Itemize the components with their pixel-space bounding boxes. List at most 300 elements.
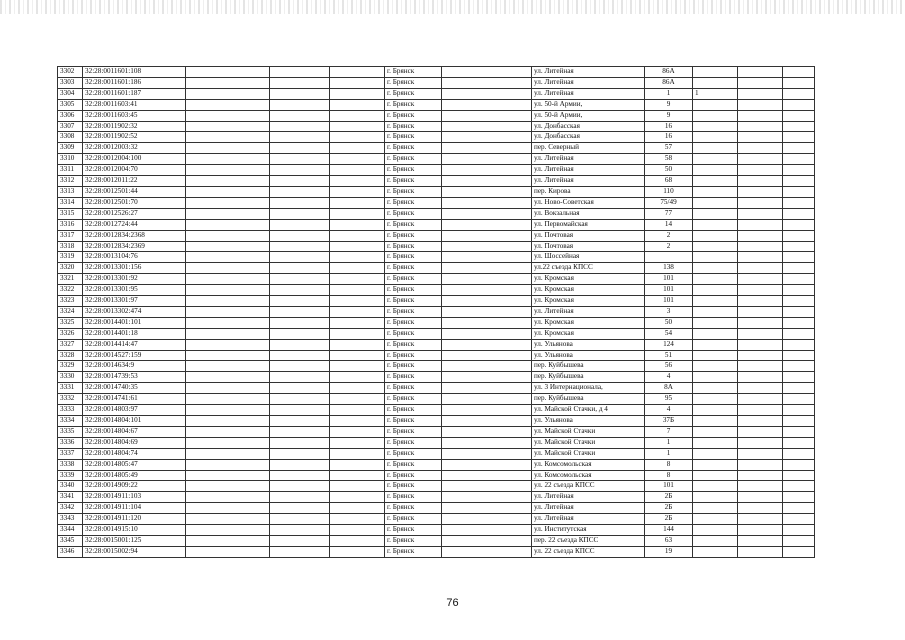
empty-cell	[186, 306, 270, 317]
empty-cell	[270, 186, 330, 197]
street-cell: ул. Майской Стачки	[532, 426, 645, 437]
empty-cell	[738, 208, 783, 219]
empty-cell	[442, 143, 532, 154]
building-number: 16	[645, 121, 693, 132]
row-number: 3309	[58, 143, 83, 154]
empty-cell	[330, 176, 385, 187]
city-cell: г. Брянск	[385, 383, 442, 394]
empty-cell	[186, 263, 270, 274]
empty-cell	[330, 416, 385, 427]
note-cell: 1	[693, 88, 738, 99]
cadastral-number: 32:28:0012834:2368	[83, 230, 186, 241]
table-row	[58, 394, 815, 405]
empty-cell	[270, 77, 330, 88]
empty-cell	[738, 197, 783, 208]
cadastral-number: 32:28:0014804:101	[83, 416, 186, 427]
empty-cell	[442, 481, 532, 492]
note-cell	[693, 263, 738, 274]
empty-cell	[442, 88, 532, 99]
cadastral-number: 32:28:0011603:45	[83, 110, 186, 121]
building-number: 101	[645, 285, 693, 296]
empty-cell	[738, 459, 783, 470]
cadastral-number: 32:28:0014911:104	[83, 503, 186, 514]
city-cell: г. Брянск	[385, 525, 442, 536]
street-cell: ул. Литейная	[532, 176, 645, 187]
cadastral-number: 32:28:0014911:120	[83, 514, 186, 525]
empty-cell	[330, 77, 385, 88]
cadastral-number: 32:28:0014527:159	[83, 350, 186, 361]
city-cell: г. Брянск	[385, 437, 442, 448]
cadastral-number: 32:28:0013104:76	[83, 252, 186, 263]
empty-cell	[330, 306, 385, 317]
empty-cell	[783, 186, 815, 197]
row-number: 3337	[58, 448, 83, 459]
empty-cell	[186, 143, 270, 154]
cadastral-number: 32:28:0014911:103	[83, 492, 186, 503]
row-number: 3346	[58, 546, 83, 557]
empty-cell	[186, 394, 270, 405]
empty-cell	[738, 67, 783, 78]
street-cell: ул. 22 съезда КПСС	[532, 546, 645, 557]
row-number: 3311	[58, 165, 83, 176]
street-cell: пер. Кирова	[532, 186, 645, 197]
row-number: 3315	[58, 208, 83, 219]
empty-cell	[270, 535, 330, 546]
empty-cell	[442, 110, 532, 121]
empty-cell	[270, 219, 330, 230]
empty-cell	[186, 448, 270, 459]
table-row	[58, 88, 815, 99]
empty-cell	[738, 405, 783, 416]
empty-cell	[330, 546, 385, 557]
empty-cell	[442, 437, 532, 448]
empty-cell	[442, 77, 532, 88]
empty-cell	[186, 416, 270, 427]
empty-cell	[738, 110, 783, 121]
table-row	[58, 405, 815, 416]
empty-cell	[330, 219, 385, 230]
empty-cell	[738, 426, 783, 437]
table-row	[58, 208, 815, 219]
empty-cell	[738, 448, 783, 459]
empty-cell	[330, 481, 385, 492]
note-cell	[693, 154, 738, 165]
empty-cell	[442, 339, 532, 350]
empty-cell	[330, 372, 385, 383]
city-cell: г. Брянск	[385, 121, 442, 132]
row-number: 3342	[58, 503, 83, 514]
note-cell	[693, 121, 738, 132]
empty-cell	[186, 208, 270, 219]
building-number: 1	[645, 437, 693, 448]
cadastral-number: 32:28:0012501:70	[83, 197, 186, 208]
table-row	[58, 274, 815, 285]
empty-cell	[270, 339, 330, 350]
note-cell	[693, 350, 738, 361]
empty-cell	[783, 77, 815, 88]
street-cell: ул. Институтская	[532, 525, 645, 536]
empty-cell	[442, 448, 532, 459]
empty-cell	[330, 503, 385, 514]
empty-cell	[442, 317, 532, 328]
table-row	[58, 416, 815, 427]
city-cell: г. Брянск	[385, 470, 442, 481]
property-register-table	[57, 66, 815, 558]
note-cell	[693, 219, 738, 230]
empty-cell	[186, 121, 270, 132]
empty-cell	[186, 514, 270, 525]
building-number: 4	[645, 405, 693, 416]
cadastral-number: 32:28:0014739:53	[83, 372, 186, 383]
note-cell	[693, 546, 738, 557]
building-number: 9	[645, 99, 693, 110]
note-cell	[693, 132, 738, 143]
empty-cell	[270, 263, 330, 274]
row-number: 3307	[58, 121, 83, 132]
street-cell: пер. Куйбышева	[532, 361, 645, 372]
empty-cell	[738, 143, 783, 154]
building-number: 1	[645, 448, 693, 459]
empty-cell	[186, 241, 270, 252]
row-number: 3303	[58, 77, 83, 88]
empty-cell	[783, 263, 815, 274]
empty-cell	[330, 67, 385, 78]
empty-cell	[738, 317, 783, 328]
cadastral-number: 32:28:0014909:22	[83, 481, 186, 492]
row-number: 3327	[58, 339, 83, 350]
street-cell: пер. Северный	[532, 143, 645, 154]
empty-cell	[270, 110, 330, 121]
empty-cell	[442, 470, 532, 481]
empty-cell	[270, 328, 330, 339]
row-number: 3332	[58, 394, 83, 405]
empty-cell	[738, 416, 783, 427]
empty-cell	[738, 274, 783, 285]
empty-cell	[270, 285, 330, 296]
row-number: 3339	[58, 470, 83, 481]
table-row	[58, 143, 815, 154]
building-number: 4	[645, 372, 693, 383]
empty-cell	[186, 274, 270, 285]
empty-cell	[442, 405, 532, 416]
row-number: 3319	[58, 252, 83, 263]
empty-cell	[783, 426, 815, 437]
empty-cell	[783, 339, 815, 350]
empty-cell	[186, 328, 270, 339]
empty-cell	[186, 165, 270, 176]
empty-cell	[442, 208, 532, 219]
empty-cell	[442, 285, 532, 296]
row-number: 3312	[58, 176, 83, 187]
empty-cell	[442, 154, 532, 165]
street-cell: ул. Кромская	[532, 296, 645, 307]
empty-cell	[330, 535, 385, 546]
empty-cell	[330, 339, 385, 350]
empty-cell	[330, 492, 385, 503]
table-row	[58, 328, 815, 339]
cadastral-number: 32:28:0012501:44	[83, 186, 186, 197]
empty-cell	[270, 67, 330, 78]
empty-cell	[186, 176, 270, 187]
empty-cell	[783, 165, 815, 176]
empty-cell	[330, 110, 385, 121]
empty-cell	[330, 437, 385, 448]
city-cell: г. Брянск	[385, 186, 442, 197]
row-number: 3329	[58, 361, 83, 372]
empty-cell	[738, 186, 783, 197]
cadastral-number: 32:28:0014401:101	[83, 317, 186, 328]
empty-cell	[783, 252, 815, 263]
cadastral-number: 32:28:0013301:97	[83, 296, 186, 307]
empty-cell	[270, 394, 330, 405]
table-row	[58, 317, 815, 328]
note-cell	[693, 416, 738, 427]
table-row	[58, 263, 815, 274]
empty-cell	[442, 99, 532, 110]
empty-cell	[783, 274, 815, 285]
cadastral-number: 32:28:0014804:74	[83, 448, 186, 459]
empty-cell	[186, 405, 270, 416]
empty-cell	[330, 361, 385, 372]
empty-cell	[270, 405, 330, 416]
empty-cell	[186, 350, 270, 361]
empty-cell	[738, 361, 783, 372]
empty-cell	[186, 219, 270, 230]
building-number: 138	[645, 263, 693, 274]
note-cell	[693, 372, 738, 383]
street-cell: ул. Почтовая	[532, 230, 645, 241]
row-number: 3331	[58, 383, 83, 394]
empty-cell	[270, 470, 330, 481]
empty-cell	[442, 241, 532, 252]
note-cell	[693, 176, 738, 187]
city-cell: г. Брянск	[385, 448, 442, 459]
empty-cell	[270, 459, 330, 470]
empty-cell	[186, 470, 270, 481]
empty-cell	[738, 230, 783, 241]
cadastral-number: 32:28:0012526:27	[83, 208, 186, 219]
empty-cell	[270, 416, 330, 427]
building-number: 51	[645, 350, 693, 361]
note-cell	[693, 252, 738, 263]
empty-cell	[783, 285, 815, 296]
city-cell: г. Брянск	[385, 208, 442, 219]
empty-cell	[783, 372, 815, 383]
cadastral-number: 32:28:0014634:9	[83, 361, 186, 372]
table-row	[58, 383, 815, 394]
street-cell: ул. Майской Стачки	[532, 437, 645, 448]
empty-cell	[783, 99, 815, 110]
table-row	[58, 176, 815, 187]
note-cell	[693, 110, 738, 121]
building-number: 2Б	[645, 503, 693, 514]
empty-cell	[186, 67, 270, 78]
street-cell: ул. Литейная	[532, 67, 645, 78]
city-cell: г. Брянск	[385, 176, 442, 187]
city-cell: г. Брянск	[385, 372, 442, 383]
empty-cell	[330, 274, 385, 285]
street-cell: ул. Литейная	[532, 77, 645, 88]
building-number: 3	[645, 306, 693, 317]
note-cell	[693, 470, 738, 481]
empty-cell	[330, 285, 385, 296]
table-row	[58, 546, 815, 557]
empty-cell	[270, 437, 330, 448]
table-row	[58, 535, 815, 546]
empty-cell	[783, 110, 815, 121]
table-row	[58, 492, 815, 503]
empty-cell	[783, 154, 815, 165]
cadastral-number: 32:28:0012011:22	[83, 176, 186, 187]
empty-cell	[738, 481, 783, 492]
empty-cell	[186, 99, 270, 110]
building-number: 14	[645, 219, 693, 230]
empty-cell	[330, 328, 385, 339]
note-cell	[693, 481, 738, 492]
note-cell	[693, 405, 738, 416]
empty-cell	[783, 208, 815, 219]
empty-cell	[330, 208, 385, 219]
empty-cell	[442, 165, 532, 176]
city-cell: г. Брянск	[385, 405, 442, 416]
empty-cell	[186, 88, 270, 99]
street-cell: ул. Кромская	[532, 285, 645, 296]
empty-cell	[783, 416, 815, 427]
street-cell: ул. Ульянова	[532, 416, 645, 427]
empty-cell	[442, 132, 532, 143]
building-number: 2Б	[645, 514, 693, 525]
street-cell: ул. Майской Стачки, д 4	[532, 405, 645, 416]
empty-cell	[783, 306, 815, 317]
city-cell: г. Брянск	[385, 481, 442, 492]
empty-cell	[270, 361, 330, 372]
row-number: 3325	[58, 317, 83, 328]
building-number: 58	[645, 154, 693, 165]
city-cell: г. Брянск	[385, 99, 442, 110]
city-cell: г. Брянск	[385, 361, 442, 372]
note-cell	[693, 241, 738, 252]
note-cell	[693, 503, 738, 514]
city-cell: г. Брянск	[385, 514, 442, 525]
building-number: 16	[645, 132, 693, 143]
empty-cell	[442, 176, 532, 187]
street-cell: ул. 50-й Армии,	[532, 99, 645, 110]
empty-cell	[442, 350, 532, 361]
note-cell	[693, 296, 738, 307]
cadastral-number: 32:28:0014804:67	[83, 426, 186, 437]
table-row	[58, 219, 815, 230]
street-cell: ул. Литейная	[532, 492, 645, 503]
empty-cell	[186, 110, 270, 121]
empty-cell	[330, 99, 385, 110]
empty-cell	[738, 492, 783, 503]
row-number: 3302	[58, 67, 83, 78]
row-number: 3306	[58, 110, 83, 121]
empty-cell	[270, 492, 330, 503]
empty-cell	[270, 546, 330, 557]
building-number: 8	[645, 470, 693, 481]
city-cell: г. Брянск	[385, 416, 442, 427]
empty-cell	[330, 252, 385, 263]
building-number: 86А	[645, 67, 693, 78]
empty-cell	[738, 372, 783, 383]
city-cell: г. Брянск	[385, 535, 442, 546]
city-cell: г. Брянск	[385, 492, 442, 503]
building-number: 19	[645, 546, 693, 557]
row-number: 3326	[58, 328, 83, 339]
table-row	[58, 197, 815, 208]
empty-cell	[270, 154, 330, 165]
city-cell: г. Брянск	[385, 546, 442, 557]
empty-cell	[186, 230, 270, 241]
empty-cell	[270, 274, 330, 285]
empty-cell	[442, 459, 532, 470]
cadastral-number: 32:28:0014805:49	[83, 470, 186, 481]
street-cell: ул. 3 Интернационала,	[532, 383, 645, 394]
empty-cell	[330, 296, 385, 307]
empty-cell	[442, 394, 532, 405]
row-number: 3334	[58, 416, 83, 427]
table-row	[58, 67, 815, 78]
building-number	[645, 252, 693, 263]
table-row	[58, 186, 815, 197]
city-cell: г. Брянск	[385, 317, 442, 328]
empty-cell	[330, 514, 385, 525]
empty-cell	[738, 394, 783, 405]
street-cell: ул.22 съезда КПСС	[532, 263, 645, 274]
city-cell: г. Брянск	[385, 350, 442, 361]
empty-cell	[270, 208, 330, 219]
city-cell: г. Брянск	[385, 252, 442, 263]
empty-cell	[783, 361, 815, 372]
empty-cell	[783, 88, 815, 99]
empty-cell	[186, 525, 270, 536]
empty-cell	[186, 426, 270, 437]
empty-cell	[738, 99, 783, 110]
empty-cell	[330, 88, 385, 99]
empty-cell	[738, 306, 783, 317]
cadastral-number: 32:28:0011601:187	[83, 88, 186, 99]
cadastral-number: 32:28:0014805:47	[83, 459, 186, 470]
table-row	[58, 350, 815, 361]
table-row	[58, 361, 815, 372]
building-number: 50	[645, 317, 693, 328]
empty-cell	[783, 197, 815, 208]
note-cell	[693, 306, 738, 317]
note-cell	[693, 448, 738, 459]
empty-cell	[738, 88, 783, 99]
empty-cell	[270, 88, 330, 99]
empty-cell	[270, 448, 330, 459]
building-number: 77	[645, 208, 693, 219]
city-cell: г. Брянск	[385, 219, 442, 230]
page-number: 76	[446, 597, 459, 609]
empty-cell	[738, 132, 783, 143]
empty-cell	[270, 514, 330, 525]
building-number: 95	[645, 394, 693, 405]
empty-cell	[738, 241, 783, 252]
cadastral-number: 32:28:0011601:108	[83, 67, 186, 78]
empty-cell	[186, 503, 270, 514]
empty-cell	[270, 372, 330, 383]
empty-cell	[270, 143, 330, 154]
row-number: 3313	[58, 186, 83, 197]
city-cell: г. Брянск	[385, 132, 442, 143]
empty-cell	[783, 448, 815, 459]
table-row	[58, 525, 815, 536]
empty-cell	[330, 448, 385, 459]
empty-cell	[783, 67, 815, 78]
